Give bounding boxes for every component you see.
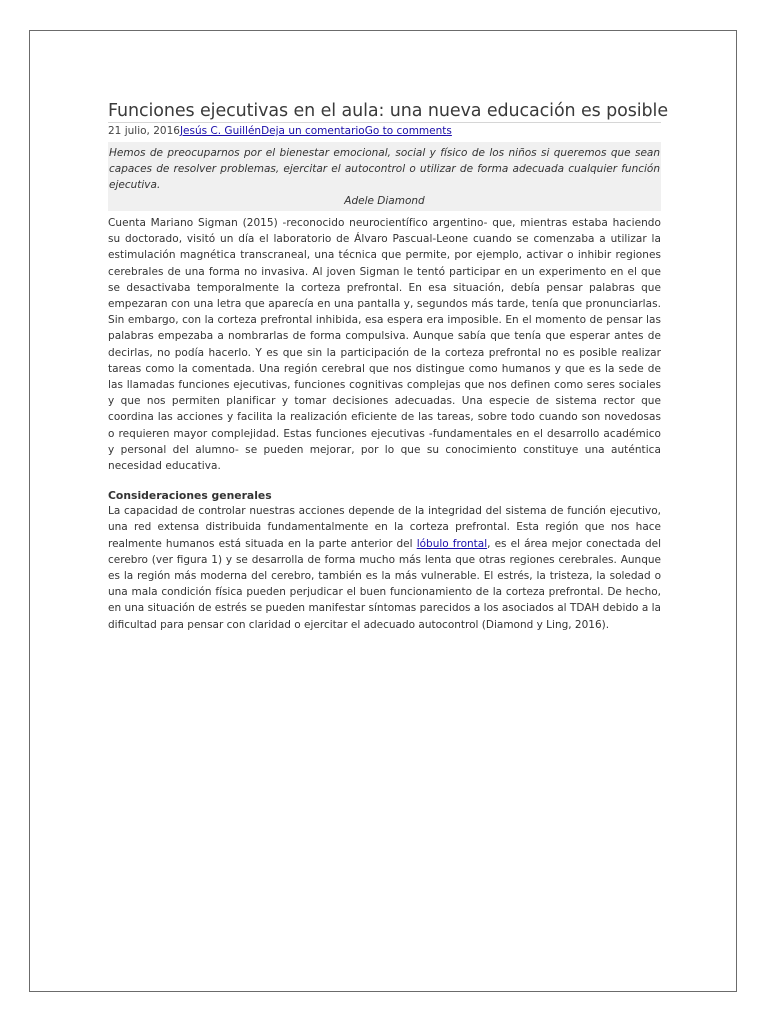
author-link[interactable]: Jesús C. Guillén (179, 125, 262, 137)
lobulo-frontal-link[interactable]: lóbulo frontal (416, 537, 488, 550)
leave-comment-link[interactable]: Deja un comentario (261, 125, 365, 137)
go-to-comments-link[interactable]: Go to comments (364, 125, 452, 137)
section-heading: Consideraciones generales (108, 489, 272, 503)
article-content (108, 101, 668, 633)
quote-author: Adele Diamond (344, 195, 425, 207)
quote-text: Hemos de preocuparnos por el bienestar emocional, social y físico de los niños si queremos que sean capaces de resolver problemas, ejercitar el autocontrol o utilizar de forma adecuada cualquier función ejecutiva. (109, 147, 660, 191)
article-title: Funciones ejecutivas en el aula: una nueva educación es posible (108, 101, 668, 121)
section-paragraph-text-after: , es el área mejor conectada del cerebro (ver figura 1) y se desarrolla de forma mucho más lenta que otras regiones cerebrales. Aunque es la región más moderna del cerebro, también es la más vulnerable. El estrés, la tristeza, la soledad o una mala condición física pueden perjudicar el buen funcionamiento de la corteza prefrontal. De hecho, en una situación de estrés se pueden manifestar síntomas parecidos a los asociados al TDAH debido a la dificultad para pensar con claridad o ejercitar el adecuado autocontrol (Diamond y Ling, 2016). (108, 537, 662, 631)
document-page (29, 30, 737, 992)
intro-paragraph: Cuenta Mariano Sigman (2015) -reconocido neurocientífico argentino- que, mientras estaba haciendo su doctorado, visitó un día el laboratorio de Álvaro Pascual-Leone cuando se comenzaba a utilizar la estimulación magnética transcraneal, una técnica que permite, por ejemplo, activar o inhibir regiones cerebrales de una forma no invasiva. Al joven Sigman le tentó participar en un experimento en el que se desactivaba temporalmente la corteza prefrontal. En esa situación, debía pensar palabras que empezaran con una letra que aparecía en una pantalla y, segundos más tarde, tenía que pronunciarlas. Sin embargo, con la corteza prefrontal inhibida, esa espera era imposible. En el momento de pensar las palabras empezaba a nombrarlas de forma compulsiva. Aunque sabía que tenía que esperar antes de decirlas, no podía hacerlo. Y es que sin la participación de la corteza prefrontal no es posible realizar tareas como la comentada. Una región cerebral que nos distingue como humanos y que es la sede de las llamadas funciones ejecutivas, funciones cognitivas complejas que nos definen como seres sociales y que nos permiten planificar y tomar decisiones adecuadas. Una especie de sistema rector que coordina las acciones y facilita la realización eficiente de las tareas, sobre todo cuando son novedosas o requieren mayor complejidad. Estas funciones ejecutivas -fundamentales en el desarrollo académico y personal del alumno- se pueden mejorar, por lo que su conocimiento constituye una auténtica necesidad educativa. (108, 217, 661, 473)
section-paragraph (108, 503, 661, 633)
section-paragraph-text-before: La capacidad de controlar nuestras acciones depende de la integridad del sistema de función ejecutivo, una red extensa distribuida fundamentalmente en la corteza prefrontal. Esta región que nos hace realmente humanos está situada en la parte anterior del (108, 505, 661, 550)
article-date: 21 julio, 2016 (108, 125, 180, 137)
article-meta (108, 124, 661, 138)
epigraph-quote (108, 142, 661, 211)
